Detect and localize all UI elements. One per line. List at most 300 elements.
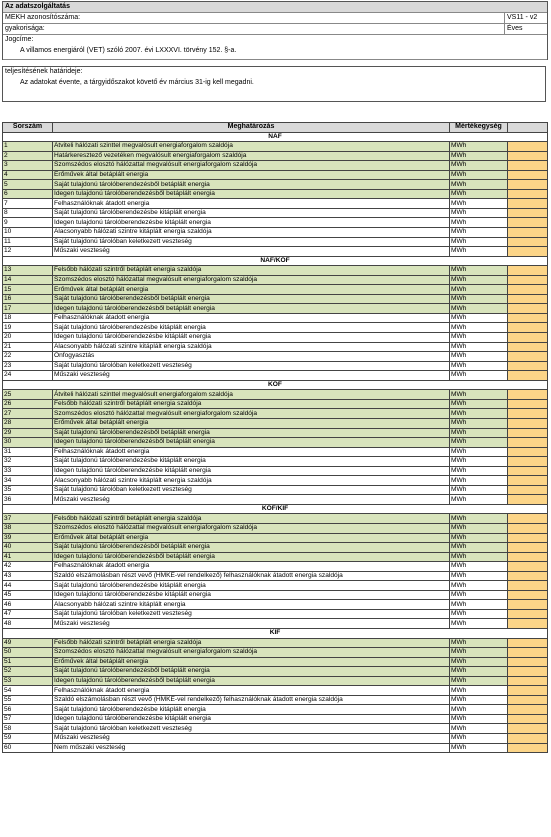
row-number: 25 <box>3 390 53 400</box>
row-value-input[interactable] <box>508 180 548 190</box>
form-title: Az adatszolgáltatás <box>5 3 70 10</box>
row-value-input[interactable] <box>508 266 548 276</box>
row-value-input[interactable] <box>508 466 548 476</box>
row-value-input[interactable] <box>508 418 548 428</box>
row-value-input[interactable] <box>508 648 548 658</box>
row-value-input[interactable] <box>508 323 548 333</box>
table-row <box>3 743 548 753</box>
row-unit: MWh <box>450 228 508 238</box>
table-row <box>3 161 548 171</box>
section-title: NAF/KÖF <box>3 256 548 266</box>
row-unit: MWh <box>450 638 508 648</box>
row-number: 28 <box>3 418 53 428</box>
row-unit: MWh <box>450 418 508 428</box>
row-definition: Felhasználóknak átadott energia <box>53 199 450 209</box>
table-row <box>3 170 548 180</box>
frequency-value: Éves <box>504 24 547 34</box>
row-number: 20 <box>3 333 53 343</box>
table-row <box>3 189 548 199</box>
row-value-input[interactable] <box>508 638 548 648</box>
row-value-input[interactable] <box>508 695 548 705</box>
row-unit: MWh <box>450 390 508 400</box>
section-header-row <box>3 628 548 638</box>
table-row <box>3 457 548 467</box>
row-number: 6 <box>3 189 53 199</box>
row-value-input[interactable] <box>508 390 548 400</box>
table-row <box>3 523 548 533</box>
row-number: 21 <box>3 342 53 352</box>
row-unit: MWh <box>450 686 508 696</box>
row-number: 40 <box>3 543 53 553</box>
row-unit: MWh <box>450 342 508 352</box>
row-number: 49 <box>3 638 53 648</box>
row-definition: Alacsonyabb hálózati szintre kitáplált energia szaldója <box>53 228 450 238</box>
row-unit: MWh <box>450 323 508 333</box>
row-definition: Felsőbb hálózati szintről betáplált energia szaldója <box>53 638 450 648</box>
row-definition: Erőművek által betáplált energia <box>53 285 450 295</box>
mekh-id-label: MEKH azonosítószáma: <box>5 14 81 21</box>
row-unit: MWh <box>450 523 508 533</box>
table-row <box>3 352 548 362</box>
row-number: 47 <box>3 609 53 619</box>
row-number: 9 <box>3 218 53 228</box>
table-row <box>3 323 548 333</box>
table-row <box>3 552 548 562</box>
row-definition: Szomszédos elosztó hálózattal megvalósult energiaforgalom szaldója <box>53 523 450 533</box>
row-definition: Idegen tulajdonú tárolóberendezésből betáplált energia <box>53 189 450 199</box>
row-unit: MWh <box>450 543 508 553</box>
row-unit: MWh <box>450 180 508 190</box>
row-definition: Idegen tulajdonú tárolóberendezésből betáplált energia <box>53 438 450 448</box>
table-row <box>3 600 548 610</box>
row-number: 34 <box>3 476 53 486</box>
table-row <box>3 304 548 314</box>
row-value-input[interactable] <box>508 285 548 295</box>
row-unit: MWh <box>450 648 508 658</box>
row-value-input[interactable] <box>508 399 548 409</box>
row-definition: Idegen tulajdonú tárolóberendezésbe kitáplált energia <box>53 590 450 600</box>
deadline-text: Az adatokat évente, a tárgyidőszakot követő év március 31-ig kell megadni. <box>20 79 254 86</box>
row-unit: MWh <box>450 600 508 610</box>
row-unit: MWh <box>450 533 508 543</box>
table-body <box>3 132 548 753</box>
row-definition: Erőművek által betáplált energia <box>53 657 450 667</box>
row-value-input[interactable] <box>508 438 548 448</box>
row-unit: MWh <box>450 619 508 629</box>
row-value-input[interactable] <box>508 734 548 744</box>
row-value-input[interactable] <box>508 581 548 591</box>
section-title: NAF <box>3 132 548 142</box>
table-row <box>3 285 548 295</box>
row-value-input[interactable] <box>508 552 548 562</box>
table-row <box>3 428 548 438</box>
row-definition: Saját tulajdonú tárolóberendezésből betáplált energia <box>53 667 450 677</box>
col-header-number: Sorszám <box>3 123 53 133</box>
form-header <box>2 1 548 60</box>
row-number: 60 <box>3 743 53 753</box>
row-number: 1 <box>3 142 53 152</box>
deadline-label: teljesítésének határideje: <box>5 68 83 75</box>
table-row <box>3 695 548 705</box>
row-number: 4 <box>3 170 53 180</box>
row-number: 32 <box>3 457 53 467</box>
table-row <box>3 438 548 448</box>
row-value-input[interactable] <box>508 228 548 238</box>
row-definition: Műszaki veszteség <box>53 619 450 629</box>
row-definition: Nem műszaki veszteség <box>53 743 450 753</box>
row-value-input[interactable] <box>508 142 548 152</box>
row-value-input[interactable] <box>508 428 548 438</box>
row-value-input[interactable] <box>508 237 548 247</box>
row-number: 8 <box>3 208 53 218</box>
row-number: 52 <box>3 667 53 677</box>
row-number: 54 <box>3 686 53 696</box>
section-header-row <box>3 256 548 266</box>
row-definition: Saját tulajdonú tárolóban keletkezett veszteség <box>53 237 450 247</box>
deadline-box <box>2 66 546 102</box>
row-value-input[interactable] <box>508 705 548 715</box>
row-definition: Saját tulajdonú tárolóberendezésbe kitáplált energia <box>53 457 450 467</box>
row-unit: MWh <box>450 562 508 572</box>
row-unit: MWh <box>450 237 508 247</box>
row-number: 18 <box>3 313 53 323</box>
section-title: KÖF <box>3 380 548 390</box>
section-title: KIF <box>3 628 548 638</box>
row-definition: Erőművek által betáplált energia <box>53 533 450 543</box>
table-row <box>3 294 548 304</box>
table-row <box>3 609 548 619</box>
row-unit: MWh <box>450 734 508 744</box>
row-definition: Idegen tulajdonú tárolóberendezésbe kitáplált energia <box>53 714 450 724</box>
row-number: 15 <box>3 285 53 295</box>
table-row <box>3 409 548 419</box>
row-number: 35 <box>3 485 53 495</box>
table-row <box>3 247 548 257</box>
row-value-input[interactable] <box>508 161 548 171</box>
col-header-unit: Mértékegység <box>450 123 508 133</box>
row-unit: MWh <box>450 161 508 171</box>
table-row <box>3 218 548 228</box>
row-value-input[interactable] <box>508 676 548 686</box>
row-number: 43 <box>3 571 53 581</box>
row-unit: MWh <box>450 218 508 228</box>
row-number: 26 <box>3 399 53 409</box>
row-unit: MWh <box>450 476 508 486</box>
row-definition: Szaldó elszámolásban részt vevő (HMKE-vel rendelkező) felhasználóknak átadott energia szaldója <box>53 571 450 581</box>
row-value-input[interactable] <box>508 657 548 667</box>
table-row <box>3 714 548 724</box>
row-unit: MWh <box>450 361 508 371</box>
table-row <box>3 237 548 247</box>
row-definition: Felhasználóknak átadott energia <box>53 447 450 457</box>
row-number: 31 <box>3 447 53 457</box>
row-unit: MWh <box>450 151 508 161</box>
row-value-input[interactable] <box>508 208 548 218</box>
row-definition: Idegen tulajdonú tárolóberendezésbe kitáplált energia <box>53 333 450 343</box>
row-definition: Műszaki veszteség <box>53 371 450 381</box>
table-row <box>3 686 548 696</box>
row-unit: MWh <box>450 581 508 591</box>
row-number: 3 <box>3 161 53 171</box>
row-value-input[interactable] <box>508 533 548 543</box>
row-value-input[interactable] <box>508 247 548 257</box>
row-value-input[interactable] <box>508 571 548 581</box>
table-row <box>3 619 548 629</box>
table-row <box>3 562 548 572</box>
row-definition: Szomszédos elosztó hálózattal megvalósult energiaforgalom szaldója <box>53 275 450 285</box>
row-value-input[interactable] <box>508 199 548 209</box>
section-header-row <box>3 380 548 390</box>
row-definition: Műszaki veszteség <box>53 734 450 744</box>
table-row <box>3 638 548 648</box>
row-value-input[interactable] <box>508 562 548 572</box>
row-unit: MWh <box>450 294 508 304</box>
row-unit: MWh <box>450 170 508 180</box>
row-definition: Saját tulajdonú tárolóban keletkezett veszteség <box>53 485 450 495</box>
row-definition: Idegen tulajdonú tárolóberendezésbe kitáplált energia <box>53 218 450 228</box>
row-value-input[interactable] <box>508 514 548 524</box>
row-definition: Határkeresztező vezetéken megvalósult energiaforgalom szaldója <box>53 151 450 161</box>
row-definition: Idegen tulajdonú tárolóberendezésbe kitáplált energia <box>53 466 450 476</box>
row-number: 13 <box>3 266 53 276</box>
row-definition: Saját tulajdonú tárolóberendezésből betáplált energia <box>53 180 450 190</box>
table-row <box>3 571 548 581</box>
table-row <box>3 648 548 658</box>
legal-basis-label: Jogcíme: <box>5 36 34 43</box>
row-number: 14 <box>3 275 53 285</box>
row-definition: Önfogyasztás <box>53 352 450 362</box>
row-unit: MWh <box>450 189 508 199</box>
row-unit: MWh <box>450 208 508 218</box>
section-title: KÖF/KIF <box>3 504 548 514</box>
row-unit: MWh <box>450 371 508 381</box>
row-number: 16 <box>3 294 53 304</box>
table-row <box>3 533 548 543</box>
row-value-input[interactable] <box>508 409 548 419</box>
row-definition: Erőművek által betáplált energia <box>53 418 450 428</box>
row-value-input[interactable] <box>508 218 548 228</box>
row-unit: MWh <box>450 275 508 285</box>
row-number: 58 <box>3 724 53 734</box>
row-definition: Saját tulajdonú tárolóberendezésbe kitáplált energia <box>53 208 450 218</box>
row-unit: MWh <box>450 743 508 753</box>
table-row <box>3 371 548 381</box>
row-number: 24 <box>3 371 53 381</box>
row-value-input[interactable] <box>508 457 548 467</box>
row-unit: MWh <box>450 495 508 505</box>
row-unit: MWh <box>450 676 508 686</box>
section-header-row <box>3 132 548 142</box>
row-number: 29 <box>3 428 53 438</box>
table-row <box>3 342 548 352</box>
table-row <box>3 447 548 457</box>
table-row <box>3 208 548 218</box>
row-number: 7 <box>3 199 53 209</box>
row-value-input[interactable] <box>508 170 548 180</box>
table-row <box>3 418 548 428</box>
row-number: 5 <box>3 180 53 190</box>
table-header-row <box>3 123 548 133</box>
section-header-row <box>3 504 548 514</box>
row-value-input[interactable] <box>508 151 548 161</box>
table-row <box>3 390 548 400</box>
col-header-definition: Meghatározás <box>53 123 450 133</box>
row-value-input[interactable] <box>508 304 548 314</box>
row-unit: MWh <box>450 705 508 715</box>
row-unit: MWh <box>450 667 508 677</box>
row-unit: MWh <box>450 714 508 724</box>
row-number: 12 <box>3 247 53 257</box>
row-number: 10 <box>3 228 53 238</box>
row-unit: MWh <box>450 333 508 343</box>
row-definition: Saját tulajdonú tárolóban keletkezett veszteség <box>53 361 450 371</box>
row-number: 19 <box>3 323 53 333</box>
row-definition: Felsőbb hálózati szintről betáplált energia szaldója <box>53 399 450 409</box>
row-number: 38 <box>3 523 53 533</box>
row-unit: MWh <box>450 457 508 467</box>
row-value-input[interactable] <box>508 495 548 505</box>
row-value-input[interactable] <box>508 447 548 457</box>
table-row <box>3 180 548 190</box>
table-row <box>3 466 548 476</box>
row-unit: MWh <box>450 428 508 438</box>
row-value-input[interactable] <box>508 333 548 343</box>
row-number: 56 <box>3 705 53 715</box>
row-value-input[interactable] <box>508 275 548 285</box>
row-number: 22 <box>3 352 53 362</box>
row-number: 44 <box>3 581 53 591</box>
row-value-input[interactable] <box>508 342 548 352</box>
row-value-input[interactable] <box>508 600 548 610</box>
mekh-id-value: VS11 - v2 <box>504 13 547 23</box>
row-unit: MWh <box>450 409 508 419</box>
row-number: 53 <box>3 676 53 686</box>
row-value-input[interactable] <box>508 361 548 371</box>
row-value-input[interactable] <box>508 476 548 486</box>
row-number: 2 <box>3 151 53 161</box>
row-definition: Szomszédos elosztó hálózattal megvalósult energiaforgalom szaldója <box>53 648 450 658</box>
table-row <box>3 543 548 553</box>
row-definition: Szomszédos elosztó hálózattal megvalósult energiaforgalom szaldója <box>53 161 450 171</box>
row-definition: Idegen tulajdonú tárolóberendezésből betáplált energia <box>53 304 450 314</box>
row-value-input[interactable] <box>508 294 548 304</box>
data-table <box>2 122 548 753</box>
row-definition: Saját tulajdonú tárolóberendezésbe kitáplált energia <box>53 581 450 591</box>
row-unit: MWh <box>450 657 508 667</box>
row-unit: MWh <box>450 571 508 581</box>
frequency-label: gyakorisága: <box>5 25 45 32</box>
legal-basis-text: A villamos energiáról (VET) szóló 2007. évi LXXXVI. törvény 152. §-a. <box>20 47 237 54</box>
col-header-value <box>508 123 548 133</box>
row-value-input[interactable] <box>508 590 548 600</box>
table-row <box>3 705 548 715</box>
row-value-input[interactable] <box>508 523 548 533</box>
row-unit: MWh <box>450 447 508 457</box>
row-value-input[interactable] <box>508 543 548 553</box>
row-number: 11 <box>3 237 53 247</box>
table-row <box>3 361 548 371</box>
row-definition: Alacsonyabb hálózati szintre kitáplált energia <box>53 600 450 610</box>
row-definition: Műszaki veszteség <box>53 247 450 257</box>
table-row <box>3 734 548 744</box>
row-value-input[interactable] <box>508 686 548 696</box>
row-number: 59 <box>3 734 53 744</box>
row-value-input[interactable] <box>508 724 548 734</box>
table-row <box>3 657 548 667</box>
table-row <box>3 266 548 276</box>
row-unit: MWh <box>450 609 508 619</box>
row-definition: Saját tulajdonú tárolóberendezésből betáplált energia <box>53 294 450 304</box>
row-value-input[interactable] <box>508 714 548 724</box>
table-row <box>3 399 548 409</box>
row-number: 55 <box>3 695 53 705</box>
row-number: 27 <box>3 409 53 419</box>
row-definition: Felsőbb hálózati szintről betáplált energia szaldója <box>53 266 450 276</box>
row-number: 30 <box>3 438 53 448</box>
row-definition: Alacsonyabb hálózati szintre kitáplált energia szaldója <box>53 342 450 352</box>
row-unit: MWh <box>450 247 508 257</box>
row-value-input[interactable] <box>508 371 548 381</box>
row-definition: Átviteli hálózati szinttel megvalósult energiaforgalom szaldója <box>53 142 450 152</box>
row-definition: Felhasználóknak átadott energia <box>53 562 450 572</box>
row-unit: MWh <box>450 438 508 448</box>
row-number: 48 <box>3 619 53 629</box>
table-row <box>3 676 548 686</box>
row-definition: Felsőbb hálózati szintről betáplált energia szaldója <box>53 514 450 524</box>
row-value-input[interactable] <box>508 667 548 677</box>
row-unit: MWh <box>450 552 508 562</box>
row-value-input[interactable] <box>508 619 548 629</box>
row-value-input[interactable] <box>508 743 548 753</box>
row-value-input[interactable] <box>508 313 548 323</box>
row-number: 17 <box>3 304 53 314</box>
row-unit: MWh <box>450 485 508 495</box>
row-definition: Saját tulajdonú tárolóberendezésből betáplált energia <box>53 543 450 553</box>
row-number: 46 <box>3 600 53 610</box>
row-number: 41 <box>3 552 53 562</box>
row-definition: Műszaki veszteség <box>53 495 450 505</box>
table-row <box>3 142 548 152</box>
row-number: 45 <box>3 590 53 600</box>
table-row <box>3 476 548 486</box>
row-unit: MWh <box>450 399 508 409</box>
row-definition: Idegen tulajdonú tárolóberendezésből betáplált energia <box>53 676 450 686</box>
row-definition: Szaldó elszámolásban részt vevő (HMKE-vel rendelkező) felhasználóknak átadott energia szaldója <box>53 695 450 705</box>
row-definition: Saját tulajdonú tárolóberendezésből betáplált energia <box>53 428 450 438</box>
row-number: 42 <box>3 562 53 572</box>
row-unit: MWh <box>450 313 508 323</box>
row-number: 50 <box>3 648 53 658</box>
row-value-input[interactable] <box>508 189 548 199</box>
table-row <box>3 228 548 238</box>
row-unit: MWh <box>450 466 508 476</box>
row-number: 33 <box>3 466 53 476</box>
row-definition: Erőművek által betáplált energia <box>53 170 450 180</box>
table-row <box>3 514 548 524</box>
row-number: 37 <box>3 514 53 524</box>
row-definition: Saját tulajdonú tárolóberendezésbe kitáplált energia <box>53 323 450 333</box>
row-value-input[interactable] <box>508 352 548 362</box>
row-value-input[interactable] <box>508 485 548 495</box>
table-row <box>3 485 548 495</box>
row-definition: Szomszédos elosztó hálózattal megvalósult energiaforgalom szaldója <box>53 409 450 419</box>
row-number: 36 <box>3 495 53 505</box>
table-row <box>3 151 548 161</box>
row-value-input[interactable] <box>508 609 548 619</box>
row-number: 51 <box>3 657 53 667</box>
table-row <box>3 581 548 591</box>
table-row <box>3 333 548 343</box>
